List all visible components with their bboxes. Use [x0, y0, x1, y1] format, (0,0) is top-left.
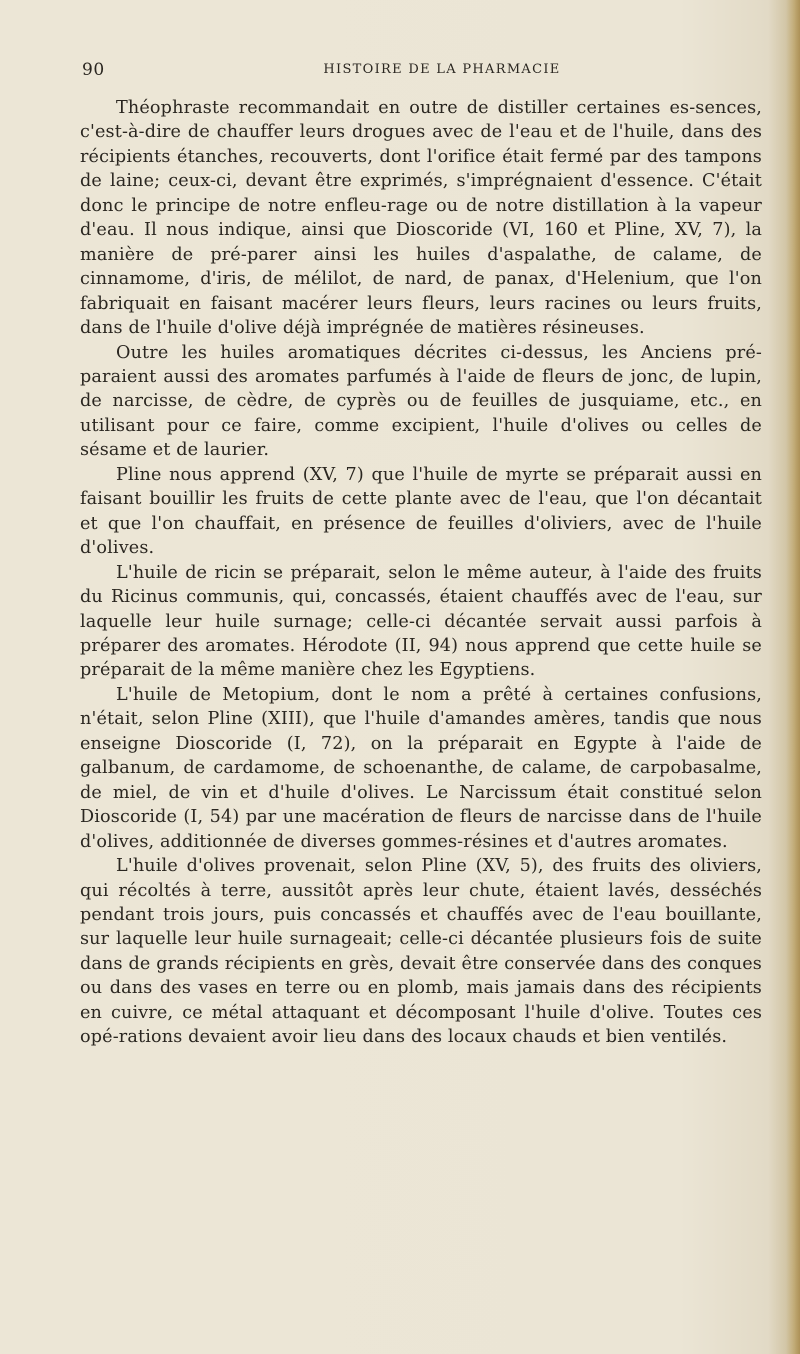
paragraph: Pline nous apprend (XV, 7) que l'huile de myrte se préparait aussi en faisant bouillir les fruits de cette plante avec de l'eau, que l'on décantait et que l'on chauffait, en présence de feuilles d'oliviers, avec de l'huile d'olives. — [80, 464, 762, 559]
body-text — [80, 96, 762, 1050]
page-number: 90 — [82, 60, 105, 80]
page-header — [82, 60, 762, 86]
paragraph: L'huile de ricin se préparait, selon le même auteur, à l'aide des fruits du Ricinus communis, qui, concassés, étaient chauffés avec de l'eau, sur laquelle leur huile surnage; celle-ci décantée servait aussi parfois à préparer des aromates. Hérodote (II, 94) nous apprend que cette huile se préparait de la même manière chez les Egyptiens. — [80, 562, 762, 681]
page-edge-shading — [786, 0, 800, 1354]
paragraph: Théophraste recommandait en outre de distiller certaines es-sences, c'est-à-dire de chauffer leurs drogues avec de l'eau et de l'huile, dans des récipients étanches, recouverts, dont l'orifice était fermé par des tampons de laine; ceux-ci, devant être exprimés, s'imprégnaient d'essence. C'était donc le principe de notre enfleu-rage ou de notre distillation à la vapeur d'eau. Il nous indique, ainsi que Dioscoride (VI, 160 et Pline, XV, 7), la manière de pré-parer ainsi les huiles d'aspalathe, de calame, de cinnamome, d'iris, de mélilot, de nard, de panax, d'Helenium, que l'on fabriquait en faisant macérer leurs fleurs, leurs racines ou leurs fruits, dans de l'huile d'olive déjà imprégnée de matières résineuses. — [80, 98, 762, 339]
paragraph: L'huile d'olives provenait, selon Pline (XV, 5), des fruits des oliviers, qui récoltés à terre, aussitôt après leur chute, étaient lavés, desséchés pendant trois jours, puis concassés et chauffés avec de l'eau bouillante, sur laquelle leur huile surnageait; celle-ci décantée plusieurs fois de suite dans de grands récipients en grès, devait être conservée dans des conques ou dans des vases en terre ou en plomb, mais jamais dans des récipients en cuivre, ce métal attaquant et décomposant l'huile d'olive. Toutes ces opé-rations devaient avoir lieu dans des locaux chauds et bien ventilés. — [80, 856, 762, 1048]
paragraph: Outre les huiles aromatiques décrites ci-dessus, les Anciens pré-paraient aussi des aromates parfumés à l'aide de fleurs de jonc, de lupin, de narcisse, de cèdre, de cyprès ou de feuilles de jusquiame, etc., en utilisant pour ce faire, comme excipient, l'huile d'olives ou celles de sésame et de laurier. — [80, 342, 762, 461]
running-head: HISTOIRE DE LA PHARMACIE — [323, 62, 561, 77]
paragraph: L'huile de Metopium, dont le nom a prêté à certaines confusions, n'était, selon Pline (XIII), que l'huile d'amandes amères, tandis que nous enseigne Dioscoride (I, 72), on la préparait en Egypte à l'aide de galbanum, de cardamome, de schoenanthe, de calame, de carpobasalme, de miel, de vin et d'huile d'olives. Le Narcissum était constitué selon Dioscoride (I, 54) par une macération de fleurs de narcisse dans de l'huile d'olives, additionnée de diverses gommes-résines et d'autres aromates. — [80, 684, 762, 852]
